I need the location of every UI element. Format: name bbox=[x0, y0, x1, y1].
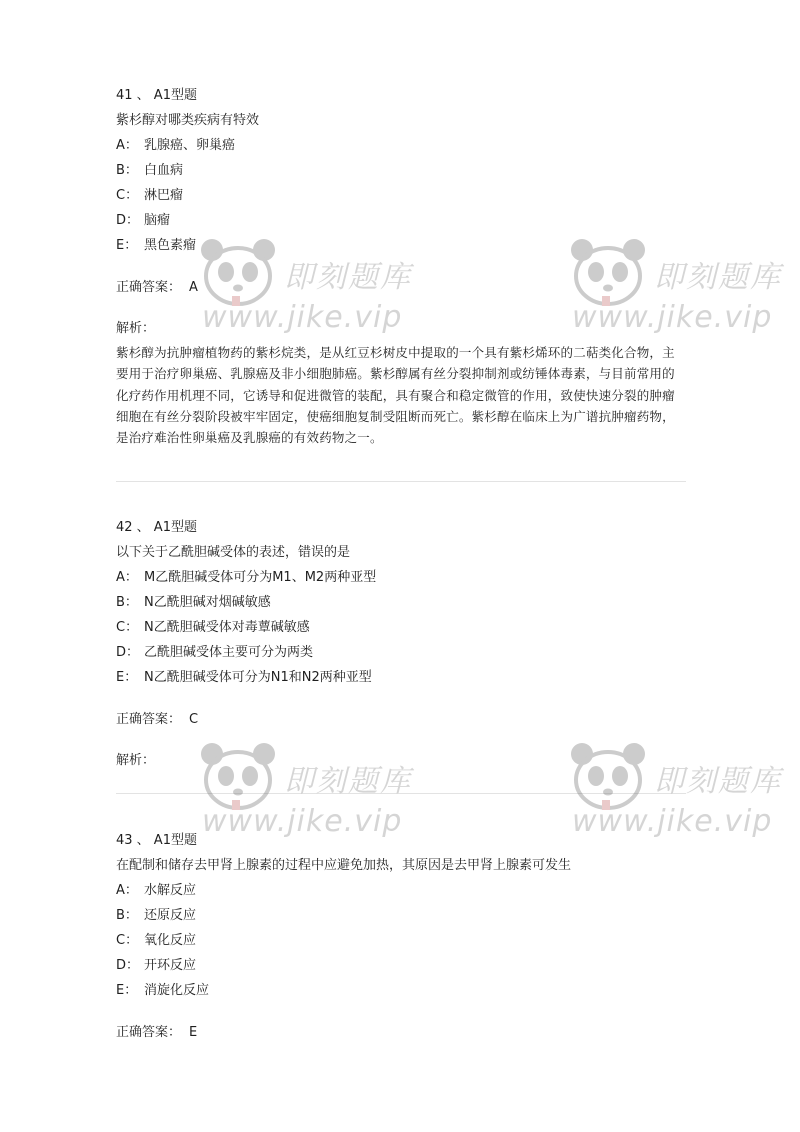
option-e bbox=[116, 981, 686, 1001]
option-c bbox=[116, 618, 686, 638]
question-header: 42 、 A1型题 bbox=[116, 520, 197, 535]
divider bbox=[116, 793, 686, 794]
option-a bbox=[116, 568, 686, 588]
option-key: E： bbox=[116, 238, 138, 253]
option-key: A： bbox=[116, 138, 138, 153]
option-text: N乙酰胆碱对烟碱敏感 bbox=[144, 595, 271, 610]
question-header: 43 、 A1型题 bbox=[116, 833, 197, 848]
answer-label: 正确答案： bbox=[116, 712, 182, 727]
option-e bbox=[116, 236, 686, 256]
analysis-label: 解析： bbox=[116, 321, 156, 336]
watermark-brand: 即刻题库 bbox=[284, 764, 412, 799]
correct-answer bbox=[116, 710, 686, 730]
option-text: 淋巴瘤 bbox=[144, 188, 184, 203]
option-key: D： bbox=[116, 958, 140, 973]
question-header: 41 、 A1型题 bbox=[116, 88, 197, 103]
answer-value: A bbox=[189, 280, 198, 295]
option-d bbox=[116, 211, 686, 231]
option-key: B： bbox=[116, 595, 138, 610]
option-b bbox=[116, 161, 686, 181]
option-e bbox=[116, 668, 686, 688]
option-a bbox=[116, 881, 686, 901]
option-key: A： bbox=[116, 883, 138, 898]
option-key: B： bbox=[116, 163, 138, 178]
option-a bbox=[116, 136, 686, 156]
option-text: 消旋化反应 bbox=[144, 983, 210, 998]
option-text: 氧化反应 bbox=[144, 933, 197, 948]
watermark-brand: 即刻题库 bbox=[284, 260, 412, 295]
watermark-url: www.jike.vip bbox=[202, 804, 403, 839]
answer-label: 正确答案： bbox=[116, 1025, 182, 1040]
option-text: 水解反应 bbox=[144, 883, 197, 898]
option-key: B： bbox=[116, 908, 138, 923]
option-text: M乙酰胆碱受体可分为M1、M2两种亚型 bbox=[144, 570, 377, 585]
option-c bbox=[116, 186, 686, 206]
option-text: N乙酰胆碱受体可分为N1和N2两种亚型 bbox=[144, 670, 372, 685]
option-key: C： bbox=[116, 188, 139, 203]
option-key: D： bbox=[116, 645, 140, 660]
option-d bbox=[116, 956, 686, 976]
option-b bbox=[116, 593, 686, 613]
watermark-brand: 即刻题库 bbox=[654, 260, 782, 295]
option-c bbox=[116, 931, 686, 951]
question-43 bbox=[116, 831, 686, 1043]
option-d bbox=[116, 643, 686, 663]
answer-value: E bbox=[189, 1025, 198, 1040]
option-key: C： bbox=[116, 933, 139, 948]
option-key: E： bbox=[116, 670, 138, 685]
option-key: D： bbox=[116, 213, 140, 228]
option-text: N乙酰胆碱受体对毒蕈碱敏感 bbox=[144, 620, 310, 635]
answer-value: C bbox=[189, 712, 199, 727]
watermark-brand: 即刻题库 bbox=[654, 764, 782, 799]
analysis-text: 紫杉醇为抗肿瘤植物药的紫杉烷类，是从红豆杉树皮中提取的一个具有紫杉烯环的二萜类化合物，主要用于治疗卵巢癌、乳腺癌及非小细胞肺癌。紫杉醇属有丝分裂抑制剂或纺锤体毒素，与目前常用的化疗药作用机理不同，它诱导和促进微管的装配，具有聚合和稳定微管的作用，致使快速分裂的肿瘤细胞在有丝分裂阶段被牢牢固定，使癌细胞复制受阻断而死亡。紫杉醇在临床上为广谱抗肿瘤药物，是治疗难治性卵巢癌及乳腺癌的有效药物之一。 bbox=[116, 345, 675, 446]
option-text: 脑瘤 bbox=[144, 213, 171, 228]
watermark-url: www.jike.vip bbox=[572, 804, 773, 839]
answer-label: 正确答案： bbox=[116, 280, 182, 295]
analysis-label: 解析： bbox=[116, 753, 156, 768]
option-text: 还原反应 bbox=[144, 908, 197, 923]
question-41 bbox=[116, 86, 686, 448]
option-text: 乙酰胆碱受体主要可分为两类 bbox=[144, 645, 314, 660]
watermark-url: www.jike.vip bbox=[572, 300, 773, 335]
option-key: C： bbox=[116, 620, 139, 635]
question-stem: 紫杉醇对哪类疾病有特效 bbox=[116, 113, 260, 128]
option-key: E： bbox=[116, 983, 138, 998]
option-text: 开环反应 bbox=[144, 958, 197, 973]
option-text: 黑色素瘤 bbox=[144, 238, 197, 253]
correct-answer bbox=[116, 278, 686, 298]
option-key: A： bbox=[116, 570, 138, 585]
question-stem: 以下关于乙酰胆碱受体的表述，错误的是 bbox=[116, 545, 351, 560]
divider bbox=[116, 481, 686, 482]
option-text: 乳腺癌、卵巢癌 bbox=[144, 138, 236, 153]
watermark-url: www.jike.vip bbox=[202, 300, 403, 335]
question-stem: 在配制和储存去甲肾上腺素的过程中应避免加热，其原因是去甲肾上腺素可发生 bbox=[116, 858, 572, 873]
option-b bbox=[116, 906, 686, 926]
correct-answer bbox=[116, 1023, 686, 1043]
option-text: 白血病 bbox=[144, 163, 184, 178]
question-42 bbox=[116, 518, 686, 771]
